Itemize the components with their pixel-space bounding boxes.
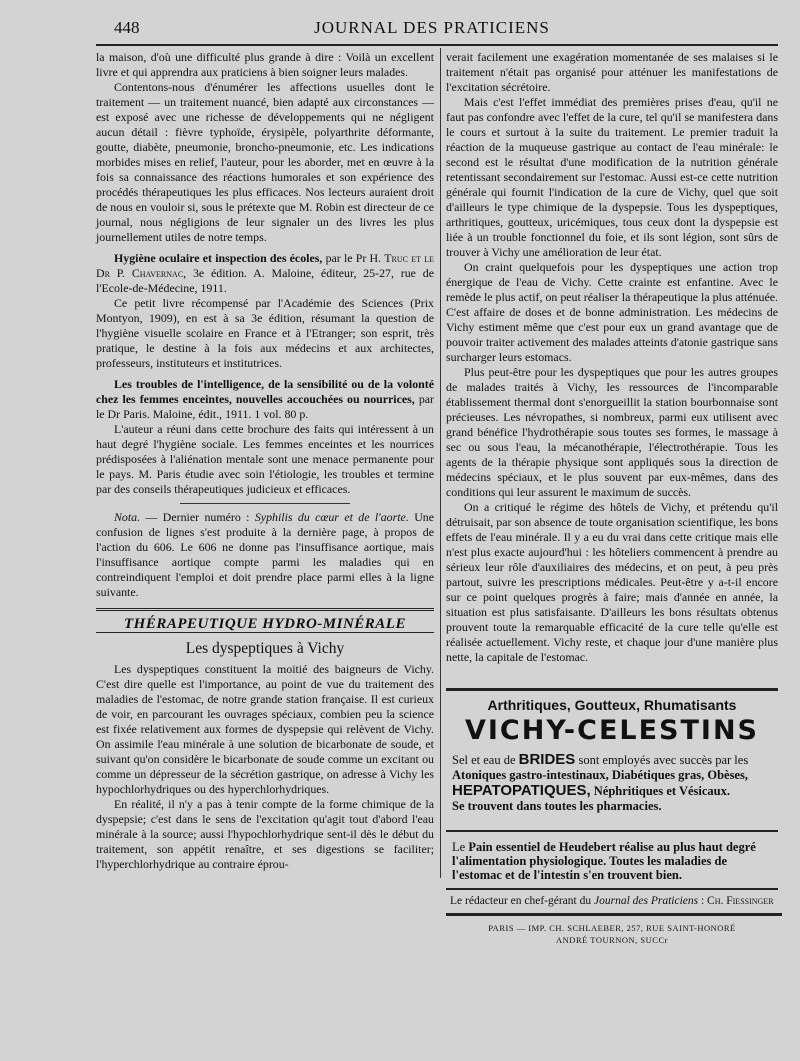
book-reference: Les troubles de l'intelligence, de la sensibilité ou de la volonté chez les femmes enceintes, nouvelles accouchées ou nourrices, par le Dr Paris. Maloine, édit., 1911. 1 vol. 80 p. <box>96 377 434 421</box>
ad-headline: Arthritiques, Goutteux, Rhumatisants <box>487 697 737 713</box>
review-paragraph: Ce petit livre récompensé par l'Académie des Sciences (Prix Montyon, 1909), en est à sa 3e édition, résumant la question de l'hygiène visuelle scolaire en France et à l'Etranger; son esprit, très pratique, le destine à la fois aux médecins et aux architectes, professeurs, instituteurs et institutrices. <box>96 296 434 370</box>
right-column <box>446 50 778 665</box>
section-header <box>96 608 434 633</box>
article-paragraph: Plus peut-être pour les dyspeptiques que pour les autres groupes de malades traités à Vichy, les ressources de l'incomparable établissement thermal dont s'enorgueillit la station bourbonnaise sont précieuses. Les névropathes, si nombreux, parmi eux utilisent avec grand bénéfice l'hydrothérapie sous toutes ses formes, le massage à sec ou sous l'eau, la mécanothérapie, l'électrothérapie. Tous les agents de la thérapie physique sont appliqués sous la direction de médecins spéciaux, et le plus souvent par eux-mêmes, dans des conditions qui leur assurent le maximum de succès. <box>446 365 778 499</box>
section-title: THÉRAPEUTIQUE HYDRO-MINÉRALE <box>124 616 406 632</box>
article-paragraph: On a critiqué le régime des hôtels de Vichy, et prétendu qu'il détruisait, par son absence de toute organisation scientifique, les bons effets de l'eau minérale. Il y a eu du vrai dans cette critique mais elle n'est plus exacte aujourd'hui : les hôteliers commencent à prendre au sérieux leur rôle d'auxiliaires des médecins, et on peut, à peu près partout, suivre les prescriptions médicales. Peut-être y a-t-il encore sur ce point quelques progrès à faire; mais d'année en année, la situation est plus satisfaisante. D'ailleurs les bons résultats obtenus prouvent toute la remarquable efficacité de la cure telle qu'elle est réalisée actuellement. Vichy reste, et chaque jour d'une manière plus nette, la capitale de l'estomac. <box>446 500 778 664</box>
nota-paragraph: Nota. — Dernier numéro : Syphilis du cœur et de l'aorte. Une confusion de lignes s'est produite à la dernière page, à propos de l'action du 606. Le 606 ne donne pas l'insuffisance aortique, mais l'insuffisance aortique compte parmi les maladies qui en contreindiquent l'emploi et doit prendre place parmi elles à la ligne suivante. <box>96 510 434 599</box>
article-title: Les dyspeptiques à Vichy <box>185 640 345 657</box>
advertisement-heudebert <box>446 830 778 890</box>
page-header <box>96 18 768 42</box>
book-title: Les troubles de l'intelligence, de la sensibilité ou de la volonté chez les femmes enceintes, nouvelles accouchées ou nourrices, <box>96 377 434 406</box>
header-rule <box>96 44 778 46</box>
advertisement-vichy <box>446 688 778 814</box>
separator <box>180 503 350 504</box>
column-divider <box>440 48 441 878</box>
page-number: 448 <box>114 18 140 37</box>
left-column <box>96 50 434 872</box>
ad-body: Sel et eau de BRIDES sont employés avec succès par les Atoniques gastro-intestinaux, Diabétiques gras, Obèses, HEPATOPATIQUES, Néphritiques et Vésicaux. Se trouvent dans toutes les pharmacies. <box>452 751 749 813</box>
book-title: Hygiène oculaire et inspection des écoles, <box>114 251 323 265</box>
book-reference: Hygiène oculaire et inspection des écoles, par le Pr H. Truc et le Dr P. Chavernac, 3e édition. A. Maloine, éditeur, 25-27, rue de l'Ecole-de-Médecine, 1911. <box>96 251 434 295</box>
article-paragraph: On craint quelquefois pour les dyspeptiques une action trop énergique de l'eau de Vichy. Cette crainte est enfantine. Avec le remède le plus actif, on peut réaliser la thérapeutique la plus atténuée. C'est affaire de doses et de bonne administration. Les médecins de Vichy estiment même que c'est pour eux un grand avantage que de pouvoir traiter activement des malades atteints d'atonie gastrique sans surcharger leurs estomacs. <box>446 260 778 364</box>
article-paragraph: Mais c'est l'effet immédiat des premières prises d'eau, qu'il ne faut pas confondre avec l'effet de la cure, tel qu'il se manifestera dans le cours et surtout à la suite du traitement. Le premier traduit la réaction de la muqueuse gastrique au contact de l'eau minérale: le second est le résultat d'une modification de la nutrition générale retentissant secondairement sur l'estomac. Aussi est-ce cette nutrition générale qui fournit l'indication de la cure de Vichy, quel que soit d'ailleurs le type chimique de la dyspepsie. Tous les dyspeptiques, arthritiques, goutteux, uricémiques, tous ceux dont la dyspepsie est liée à un trouble fonctionnel du foie, et ils sont légion, sont sûrs de trouver à Vichy une amélioration de leur état. <box>446 95 778 259</box>
ad-brand: VICHY-CELESTINS <box>464 715 759 746</box>
article-paragraph: Les dyspeptiques constituent la moitié des baigneurs de Vichy. C'est dire quelle est l'importance, au point de vue du traitement des maladies de l'estomac, de notre grande station française. Il est curieux de voir, en parcourant les ouvrages spéciaux, combien peu la science est fixée relativement aux formes de dyspepsie qui relèvent de Vichy. On assimile l'eau minérale à une solution de bicarbonate de soude, et suivant qu'on considère le bicarbonate de soude comme un excitant ou comme un dépresseur de la sécrétion gastrique, on adresse à Vichy les hypochlorhydriques ou des hyperchlorhydriques. <box>96 662 434 796</box>
journal-title: JOURNAL DES PRATICIENS <box>314 18 550 37</box>
book-authors: Truc et le Dr P. Chavernac, <box>96 251 434 280</box>
review-paragraph: la maison, d'où une difficulté plus grande à dire : Voilà un excellent livre et qui apprendra aux praticiens à bien soigner leurs malades. <box>96 50 434 79</box>
review-paragraph: Contentons-nous d'énumérer les affections usuelles dont le traitement — un traitement nuancé, bien adapté aux circonstances — est exposé avec une richesse de développements qui ne négligent aucun détail : fièvre typhoïde, érysipèle, polyarthrite déformante, goutte, diabète, pneumonie, broncho-pneumonie, etc. Les indications morbides mises en relief, l'auteur, pour les aborder, met en œuvre à la fois sa connaissance des réactions humorales et son expérience des procédés thérapeutiques les plus efficaces. Nos lecteurs auraient droit de nous en vouloir si, sous le prétexte que M. Robin est directeur de ce journal, nous négligions de leur signaler un des livres les plus journellement utiles de notre temps. <box>96 80 434 244</box>
article-paragraph: verait facilement une exagération momentanée de ses malaises si le traitement n'était pas organisé pour atténuer les manifestations de l'excitation sécrétoire. <box>446 50 778 94</box>
ad-text: Le Pain essentiel de Heudebert réalise au plus haut degré l'alimentation physiologique. Toutes les maladies de l'estomac et de l'intestin s'en trouvent bien. <box>452 840 756 882</box>
article-paragraph: En réalité, il n'y a pas à tenir compte de la forme chimique de la dyspepsie; c'est dans le sens de l'excitation qu'agit tout d'abord l'eau minérale à la source; aussi l'hypochlorhydrique sent-il dès le début du traitement, son appétit renaître, et ses digestions se faciliter; l'hyperchlorhydrique au contraire éprou- <box>96 797 434 871</box>
printer-imprint: PARIS — IMP. CH. SCHLAEBER, 257, RUE SAINT-HONORÉ ANDRÉ TOURNON, SUCCr <box>488 923 736 945</box>
editor-line: Le rédacteur en chef-gérant du Journal des Praticiens : Ch. Fiessinger <box>446 895 782 916</box>
review-paragraph: L'auteur a réuni dans cette brochure des faits qui intéressent à un haut degré l'hygiène sociale. Les femmes enceintes et les nourrices prédisposées à l'aliénation mentale sont une menace permanente pour le pays. M. Paris étudie avec soin l'étiologie, les troubles et termine par des conseils thérapeutiques judicieux et efficaces. <box>96 422 434 496</box>
